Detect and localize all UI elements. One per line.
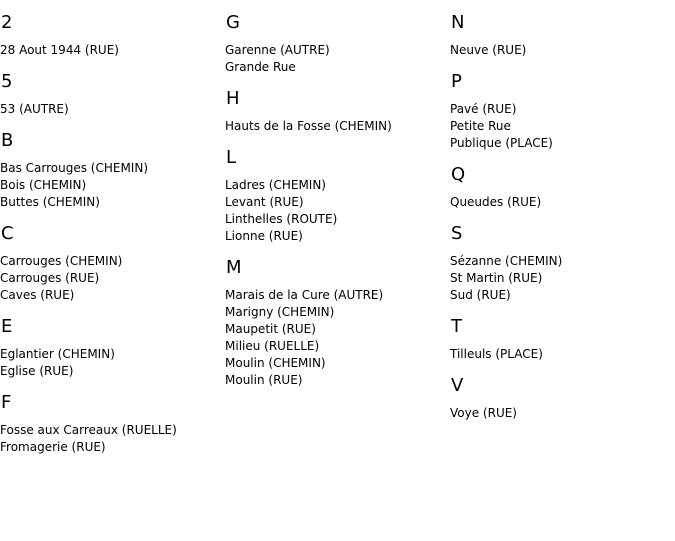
street-list: [450, 253, 675, 304]
street-entry: Fromagerie (RUE): [0, 440, 106, 454]
letter-group: [0, 71, 225, 118]
letter-group: [0, 130, 225, 211]
street-entry: Marais de la Cure (AUTRE): [225, 288, 384, 302]
street-entry: Buttes (CHEMIN): [0, 195, 100, 209]
letter-heading: L: [226, 147, 237, 168]
letter-group: [450, 12, 675, 59]
street-entry: Sud (RUE): [450, 288, 511, 302]
letter-group: [450, 164, 675, 211]
letter-heading: H: [226, 88, 240, 109]
street-entry: Carrouges (RUE): [0, 271, 100, 285]
street-entry: Caves (RUE): [0, 288, 75, 302]
letter-group: [225, 147, 450, 245]
street-entry: Bas Carrouges (CHEMIN): [0, 161, 149, 175]
street-list: [0, 42, 225, 59]
letter-group: [225, 12, 450, 76]
street-list: [0, 101, 225, 118]
letter-group: [450, 316, 675, 363]
street-entry: Grande Rue: [225, 60, 296, 74]
street-list: [225, 118, 450, 135]
street-list: [225, 42, 450, 76]
letter-heading: Q: [451, 164, 466, 185]
letter-group: [225, 88, 450, 135]
street-entry: Moulin (RUE): [225, 373, 303, 387]
street-entry: Voye (RUE): [450, 406, 517, 420]
street-entry: Ladres (CHEMIN): [225, 178, 326, 192]
street-entry: Sézanne (CHEMIN): [450, 254, 563, 268]
street-list: [450, 346, 675, 363]
street-entry: Eglantier (CHEMIN): [0, 347, 115, 361]
letter-heading: P: [451, 71, 462, 92]
letter-group: [0, 223, 225, 304]
letter-heading: T: [451, 316, 462, 337]
letter-heading: V: [451, 375, 464, 396]
letter-group: [450, 223, 675, 304]
street-list: [225, 287, 450, 389]
letter-group: [450, 375, 675, 422]
street-list: [450, 42, 675, 59]
street-entry: Maupetit (RUE): [225, 322, 316, 336]
street-entry: Fosse aux Carreaux (RUELLE): [0, 423, 177, 437]
letter-group: [450, 71, 675, 152]
letter-heading: F: [1, 392, 12, 413]
street-list: [450, 405, 675, 422]
letter-heading: C: [1, 223, 14, 244]
letter-heading: B: [1, 130, 14, 151]
street-entry: Moulin (CHEMIN): [225, 356, 326, 370]
street-entry: Eglise (RUE): [0, 364, 74, 378]
street-entry: Carrouges (CHEMIN): [0, 254, 123, 268]
letter-group: [0, 12, 225, 59]
street-entry: Linthelles (ROUTE): [225, 212, 338, 226]
letter-group: [0, 316, 225, 380]
street-list: [0, 346, 225, 380]
street-entry: 28 Aout 1944 (RUE): [0, 43, 119, 57]
letter-heading: M: [226, 257, 242, 278]
letter-heading: N: [451, 12, 465, 33]
street-entry: Publique (PLACE): [450, 136, 553, 150]
street-entry: St Martin (RUE): [450, 271, 543, 285]
street-entry: Levant (RUE): [225, 195, 304, 209]
index-column-3: [450, 0, 675, 422]
street-list: [0, 253, 225, 304]
street-entry: Marigny (CHEMIN): [225, 305, 335, 319]
index-column-2: [225, 0, 450, 389]
letter-heading: 2: [1, 12, 13, 33]
letter-group: [0, 392, 225, 456]
street-entry: Queudes (RUE): [450, 195, 542, 209]
letter-heading: 5: [1, 71, 13, 92]
street-entry: Tilleuls (PLACE): [450, 347, 543, 361]
street-entry: Hauts de la Fosse (CHEMIN): [225, 119, 392, 133]
letter-heading: G: [226, 12, 240, 33]
street-entry: Petite Rue: [450, 119, 511, 133]
street-entry: Lionne (RUE): [225, 229, 303, 243]
letter-group: [225, 257, 450, 389]
street-list: [0, 422, 225, 456]
street-entry: Bois (CHEMIN): [0, 178, 87, 192]
index-column-1: [0, 0, 225, 456]
street-entry: Pavé (RUE): [450, 102, 517, 116]
street-list: [450, 194, 675, 211]
street-list: [0, 160, 225, 211]
street-list: [225, 177, 450, 245]
letter-heading: S: [451, 223, 463, 244]
street-entry: Milieu (RUELLE): [225, 339, 320, 353]
street-entry: Garenne (AUTRE): [225, 43, 330, 57]
street-entry: Neuve (RUE): [450, 43, 527, 57]
letter-heading: E: [1, 316, 13, 337]
street-list: [450, 101, 675, 152]
street-entry: 53 (AUTRE): [0, 102, 69, 116]
